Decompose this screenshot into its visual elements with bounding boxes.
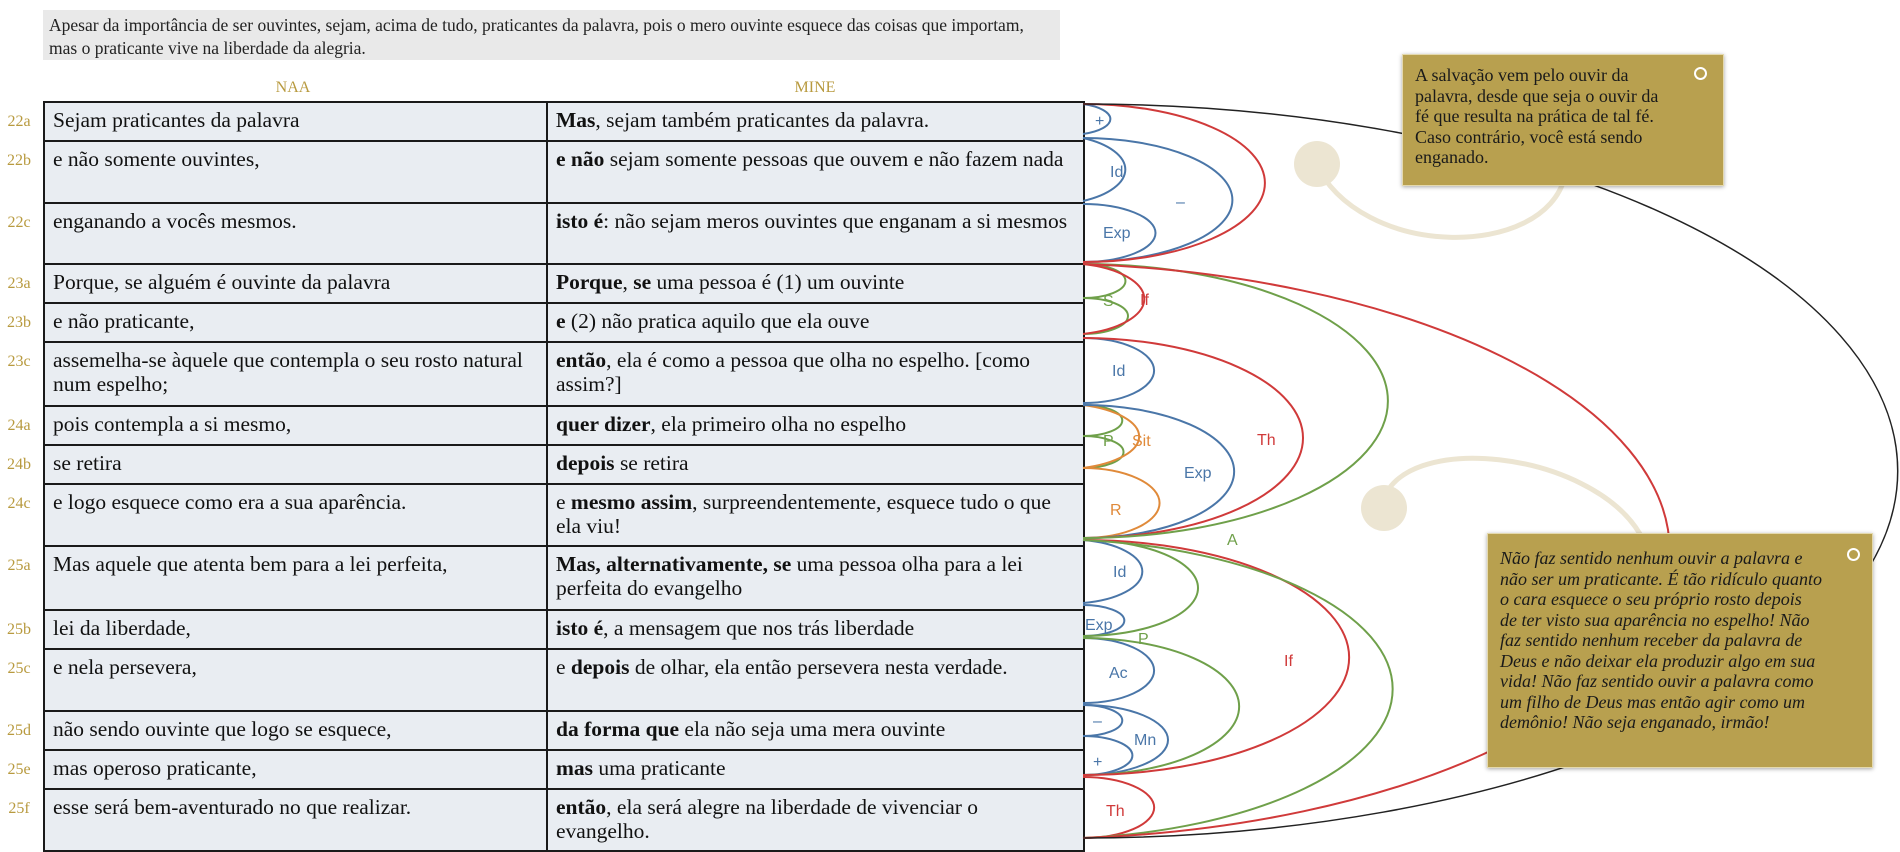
mine-connector-text: e xyxy=(556,309,566,333)
arc-mn xyxy=(1083,705,1168,775)
note2-close-icon[interactable] xyxy=(1847,548,1860,561)
verse-ref-label: 25f xyxy=(8,800,30,817)
arc-label: Exp xyxy=(1184,465,1212,482)
arc-label: Ac xyxy=(1109,665,1128,682)
verse-ref-label: 24a xyxy=(7,417,31,434)
table-row xyxy=(44,102,1084,141)
mine-connector-text: da forma que xyxy=(556,717,680,741)
arc-label: + xyxy=(1093,754,1103,771)
arc-if-big-green xyxy=(1083,264,1388,538)
table-row xyxy=(44,750,1084,789)
verse-ref-label: 23b xyxy=(7,314,31,331)
arc-label: If xyxy=(1140,292,1149,309)
mine-text: , a mensagem que nos trás liberdade xyxy=(603,616,915,640)
naa-cell: lei da liberdade, xyxy=(44,610,547,649)
arc-s-2 xyxy=(1083,298,1128,334)
mine-connector-text: mas xyxy=(556,756,594,780)
mine-cell xyxy=(547,711,1084,750)
arc-label: – xyxy=(1093,713,1102,730)
mine-text: de olhar, ela então persevera nesta verdade. xyxy=(629,655,1008,679)
verse-ref-label: 25a xyxy=(7,557,31,574)
mine-cell xyxy=(547,342,1084,406)
mine-cell xyxy=(547,484,1084,546)
arc-th-2 xyxy=(1083,777,1154,838)
table-row xyxy=(44,203,1084,264)
mine-text: , surpreendentemente, esquece tudo o que ela viu! xyxy=(556,490,1051,538)
table-row xyxy=(44,445,1084,484)
arc-r xyxy=(1083,468,1160,538)
arc-p-2 xyxy=(1083,436,1124,468)
arc-label: Exp xyxy=(1085,617,1113,634)
table-row xyxy=(44,546,1084,610)
mine-text: : não sejam meros ouvintes que enganam a si mesmos xyxy=(603,209,1068,233)
mine-connector-text: se xyxy=(633,270,652,294)
naa-cell: assemelha-se àquele que contempla o seu rosto natural num espelho; xyxy=(44,342,547,406)
table-row xyxy=(44,649,1084,711)
column-header-mine: MINE xyxy=(794,79,836,96)
arc-label: R xyxy=(1110,502,1122,519)
mine-text: (2) não pratica aquilo que ela ouve xyxy=(565,309,870,333)
arc-if-2 xyxy=(1083,540,1349,775)
mine-connector-text: quer dizer xyxy=(556,412,651,436)
arc-label: Exp xyxy=(1103,225,1131,242)
mine-connector-text: então xyxy=(556,348,607,372)
mine-connector-text: depois xyxy=(556,451,615,475)
arc-minus-1 xyxy=(1083,138,1232,262)
arc-label: Id xyxy=(1110,164,1124,181)
naa-cell: Porque, se alguém é ouvinte da palavra xyxy=(44,264,547,303)
table-row xyxy=(44,789,1084,851)
arc-green-mid xyxy=(1083,638,1239,775)
naa-cell: mas operoso praticante, xyxy=(44,750,547,789)
note-card-2[interactable] xyxy=(1487,533,1873,768)
mine-cell xyxy=(547,141,1084,203)
naa-cell: não sendo ouvinte que logo se esquece, xyxy=(44,711,547,750)
mine-cell xyxy=(547,445,1084,484)
mine-connector-text: Mas, alternativamente, se xyxy=(556,552,792,576)
mine-connector-text: depois xyxy=(570,655,630,679)
mine-cell xyxy=(547,546,1084,610)
mine-connector-text: Mas xyxy=(556,108,596,132)
mine-text: , ela será alegre na liberdade de vivenciar o evangelho. xyxy=(556,795,979,843)
mine-text: , sejam também praticantes da palavra. xyxy=(595,108,930,132)
mine-cell xyxy=(547,203,1084,264)
arc-exp-3 xyxy=(1083,605,1124,636)
naa-cell: Mas aquele que atenta bem para a lei perfeita, xyxy=(44,546,547,610)
mine-text: e xyxy=(556,490,571,514)
mine-connector-text: isto é xyxy=(556,616,604,640)
arc-label: Id xyxy=(1113,564,1127,581)
verse-ref-label: 25d xyxy=(7,722,31,739)
mine-text: uma pessoa é (1) um ouvinte xyxy=(651,270,905,294)
naa-cell: pois contempla a si mesmo, xyxy=(44,406,547,445)
naa-cell: e nela persevera, xyxy=(44,649,547,711)
mine-cell xyxy=(547,649,1084,711)
mine-text: , xyxy=(622,270,634,294)
intro-summary: Apesar da importância de ser ouvintes, sejam, acima de tudo, praticantes da palavra, pois o mero ouvinte esquece das coisas que importam, mas o praticante vive na liberdade da alegria. xyxy=(43,10,1060,60)
arc-label: Mn xyxy=(1134,732,1157,749)
mine-cell xyxy=(547,750,1084,789)
verse-ref-label: 24c xyxy=(7,495,31,512)
arc-a xyxy=(1083,540,1393,838)
naa-cell: se retira xyxy=(44,445,547,484)
mine-text: uma pessoa olha para a lei perfeita do evangelho xyxy=(556,552,1023,600)
mine-cell xyxy=(547,406,1084,445)
arc-exp-1 xyxy=(1083,204,1156,262)
note1-text: A salvação vem pelo ouvir da palavra, desde que seja o ouvir da fé que resulta na prática de tal fé. Caso contrário, você está sendo enganado. xyxy=(1415,65,1659,167)
arc-label: Th xyxy=(1106,803,1125,820)
mine-text: se retira xyxy=(614,451,689,475)
arc-label: + xyxy=(1095,113,1105,130)
arc-plus-1 xyxy=(1083,104,1110,134)
arc-p-1 xyxy=(1083,405,1122,436)
table-row xyxy=(44,610,1084,649)
naa-cell: e logo esquece como era a sua aparência. xyxy=(44,484,547,546)
note1-close-icon[interactable] xyxy=(1694,67,1707,80)
mine-cell xyxy=(547,789,1084,851)
verse-ref-label: 22a xyxy=(7,113,31,130)
naa-cell: enganando a vocês mesmos. xyxy=(44,203,547,264)
verse-ref-label: 25c xyxy=(7,660,31,677)
arc-label: P xyxy=(1138,631,1149,648)
verse-ref-label: 24b xyxy=(7,456,31,473)
mine-connector-text: isto é xyxy=(556,209,604,233)
mine-text: sejam somente pessoas que ouvem e não fazem nada xyxy=(604,147,1064,171)
arc-label: Id xyxy=(1112,363,1126,380)
mine-connector-text: mesmo assim xyxy=(570,490,693,514)
arc-th-1 xyxy=(1083,338,1303,538)
arc-s xyxy=(1083,264,1125,298)
arc-id-3 xyxy=(1083,540,1142,603)
mine-cell xyxy=(547,610,1084,649)
table-row xyxy=(44,141,1084,203)
table-row xyxy=(44,406,1084,445)
column-header-naa: NAA xyxy=(275,79,311,96)
note2-text: Não faz sentido nenhum ouvir a palavra e não ser um praticante. É tão ridículo quanto o cara esquece o seu próprio rosto depois de ter visto sua aparência no espelho! Não faz sentido nenhum receber da palavra de Deus e não deixar ela produzir algo em sua vida! Não faz sentido ouvir a palavra como um filho de Deus mas então agir como um demônio! Não seja enganado, irmão! xyxy=(1500,548,1822,732)
mine-connector-text: então xyxy=(556,795,607,819)
verse-ref-label: 25e xyxy=(7,761,31,778)
verse-ref-label: 25b xyxy=(7,621,31,638)
arc-main-1 xyxy=(1083,104,1265,262)
mine-text: e xyxy=(556,655,571,679)
note-card-1[interactable] xyxy=(1402,54,1724,186)
arc-label: If xyxy=(1284,653,1293,670)
arc-sit xyxy=(1083,405,1139,468)
mine-text: , ela é como a pessoa que olha no espelho. [como assim?] xyxy=(556,348,1031,396)
mine-connector-text: e não xyxy=(556,147,605,171)
arc-label: P xyxy=(1103,433,1114,450)
arc-id-2 xyxy=(1083,338,1154,403)
arc-minus-2 xyxy=(1083,705,1122,736)
verse-ref-label: 23a xyxy=(7,275,31,292)
arc-label: A xyxy=(1227,532,1238,549)
arc-label: Sit xyxy=(1132,433,1151,450)
arc-label: Th xyxy=(1257,432,1276,449)
note2-connector xyxy=(1382,458,1640,534)
table-row xyxy=(44,484,1084,546)
arc-label: – xyxy=(1176,194,1185,211)
arc-label: S xyxy=(1103,293,1114,310)
mine-text: uma praticante xyxy=(593,756,726,780)
mine-cell xyxy=(547,264,1084,303)
mine-text: ela não seja uma mera ouvinte xyxy=(679,717,946,741)
mine-connector-text: Porque xyxy=(556,270,623,294)
arc-ac xyxy=(1083,638,1154,703)
mine-cell xyxy=(547,102,1084,141)
naa-cell: e não somente ouvintes, xyxy=(44,141,547,203)
naa-cell: Sejam praticantes da palavra xyxy=(44,102,547,141)
naa-cell: e não praticante, xyxy=(44,303,547,342)
table-row xyxy=(44,342,1084,406)
mine-text: , ela primeiro olha no espelho xyxy=(650,412,907,436)
table-row xyxy=(44,264,1084,303)
note1-handle[interactable] xyxy=(1294,141,1340,187)
verses-table xyxy=(43,101,1085,852)
verse-ref-label: 22c xyxy=(7,214,31,231)
mine-cell xyxy=(547,303,1084,342)
verse-ref-label: 23c xyxy=(7,353,31,370)
arc-p-3 xyxy=(1083,540,1198,636)
naa-cell: esse será bem-aventurado no que realizar. xyxy=(44,789,547,851)
arc-if-1 xyxy=(1083,264,1144,334)
arc-exp-2 xyxy=(1083,405,1234,538)
note2-handle[interactable] xyxy=(1361,485,1407,531)
verse-ref-label: 22b xyxy=(7,152,31,169)
table-row xyxy=(44,711,1084,750)
arc-id-1 xyxy=(1083,138,1125,201)
arc-plus-2 xyxy=(1083,736,1132,775)
table-row xyxy=(44,303,1084,342)
